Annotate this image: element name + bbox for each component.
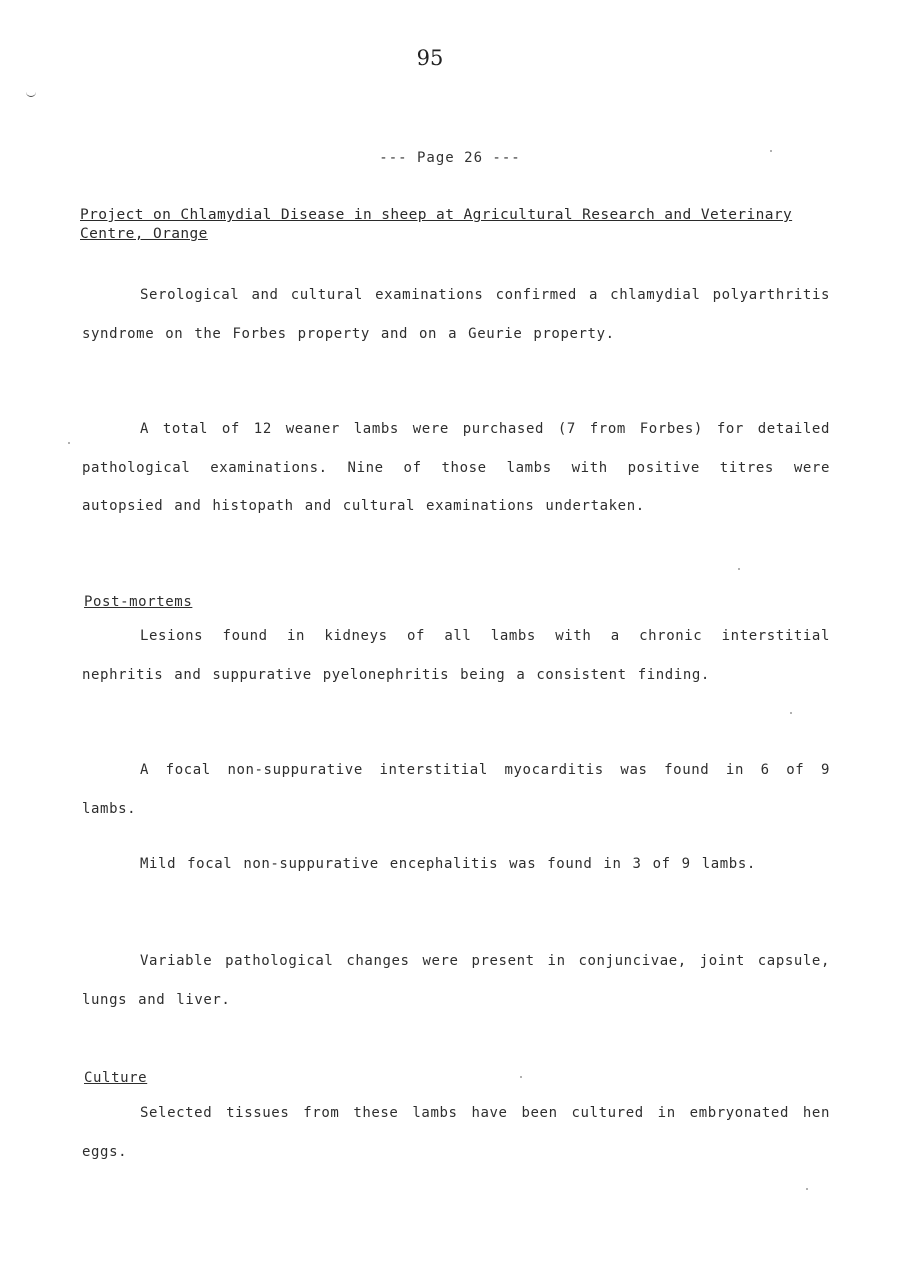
paragraph-myocarditis bbox=[82, 751, 830, 828]
page-label: --- Page 26 --- bbox=[379, 150, 521, 166]
scan-speck bbox=[806, 1188, 808, 1190]
paragraph-encephalitis bbox=[82, 845, 830, 884]
paragraph-serological bbox=[82, 276, 830, 353]
paragraph-text: A total of 12 weaner lambs were purchased (7 from Forbes) for detailed pathological examinations. Nine of those lambs with positive titres were autopsied and histopath and cultural examinations undertaken. bbox=[82, 421, 830, 514]
paragraph-lesions bbox=[82, 617, 830, 694]
paragraph-text: Variable pathological changes were present in conjuncivae, joint capsule, lungs and liver. bbox=[82, 953, 830, 1008]
scan-speck bbox=[68, 442, 70, 444]
paragraph-culture bbox=[82, 1094, 830, 1171]
scan-speck bbox=[790, 712, 792, 714]
heading-culture: Culture bbox=[84, 1070, 148, 1086]
paragraph-text: Selected tissues from these lambs have been cultured in embryonated hen eggs. bbox=[82, 1105, 830, 1160]
paragraph-text: Lesions found in kidneys of all lambs with a chronic interstitial nephritis and suppurative pyelonephritis being a consistent finding. bbox=[82, 628, 830, 683]
paragraph-lambs-purchased bbox=[82, 410, 830, 526]
margin-mark bbox=[26, 92, 36, 97]
paragraph-text: Serological and cultural examinations confirmed a chlamydial polyarthritis syndrome on the Forbes property and on a Geurie property. bbox=[82, 287, 830, 342]
scan-speck bbox=[770, 150, 772, 152]
folio-number: 95 bbox=[416, 46, 444, 70]
paragraph-text: Mild focal non-suppurative encephalitis was found in 3 of 9 lambs. bbox=[140, 856, 756, 872]
paragraph-variable-changes bbox=[82, 942, 830, 1019]
scan-speck bbox=[520, 1076, 522, 1078]
paragraph-text: A focal non-suppurative interstitial myocarditis was found in 6 of 9 lambs. bbox=[82, 762, 830, 817]
scan-speck bbox=[738, 568, 740, 570]
heading-post-mortems: Post-mortems bbox=[84, 594, 193, 610]
document-title: Project on Chlamydial Disease in sheep at Agricultural Research and Veterinary Centre, Orange bbox=[80, 207, 793, 242]
